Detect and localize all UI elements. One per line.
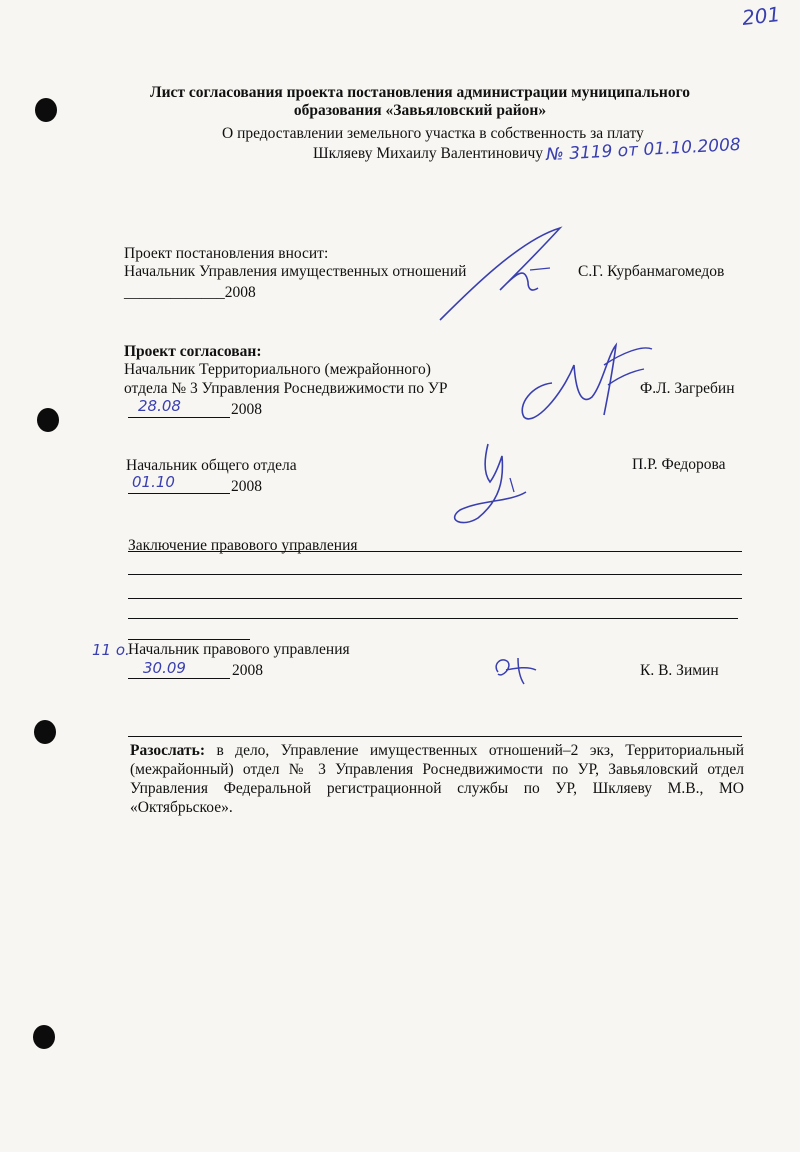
block3-signer: П.Р. Федорова (632, 456, 726, 473)
legal-signer: К. В. Зимин (640, 662, 719, 679)
legal-date-underline (128, 678, 230, 679)
block3-date-underline (128, 493, 230, 494)
block2-position-line-2: отдела № 3 Управления Роснедвижимости по УР (124, 380, 448, 397)
signature-fedorova (440, 440, 540, 530)
legal-position: Начальник правового управления (128, 641, 350, 658)
punch-hole (34, 720, 56, 744)
block2-signer: Ф.Л. Загребин (640, 380, 735, 397)
title-line-1: Лист согласования проекта постановления администрации муниципального (150, 84, 690, 101)
block1-signer: С.Г. Курбанмагомедов (578, 263, 725, 280)
document-title (100, 84, 740, 120)
legal-margin-note: 11 о. (92, 641, 130, 659)
legal-line-4 (128, 618, 738, 619)
signature-kurbanmagomedov (430, 220, 570, 330)
block2-year: 2008 (231, 401, 262, 418)
legal-handwritten-date: 30.09 (143, 659, 186, 677)
punch-hole (33, 1025, 55, 1049)
signature-zagrebin (512, 335, 662, 425)
title-line-2: образования «Завьяловский район» (293, 102, 547, 119)
block2-heading: Проект согласован: (124, 343, 262, 360)
signature-zimin (488, 650, 548, 690)
block1-date-line: _____________2008 (124, 284, 256, 301)
block3-position: Начальник общего отдела (126, 457, 297, 474)
block3-handwritten-date: 01.10 (132, 473, 175, 491)
block2-date-underline (128, 417, 230, 418)
distribution-text: в дело, Управление имущественных отношений–2 экз, Территориальный (межрайонный) отдел № 3 Управления Роснедвижимости по УР, Завьяловский отдел Управления Федеральной регистрационной службы по УР, Шкляеву М.В., МО «Октябрьское». (130, 742, 744, 816)
block1-intro: Проект постановления вносит: (124, 245, 329, 262)
handwritten-reference: № 3119 от 01.10.2008 (545, 134, 742, 166)
distribution-top-rule (128, 736, 742, 737)
legal-short-line (128, 639, 250, 640)
legal-line-1 (128, 551, 742, 552)
legal-heading: Заключение правового управления (128, 537, 358, 554)
subtitle-line-2: Шкляеву Михаилу Валентиновичу (313, 145, 544, 162)
legal-line-2 (128, 574, 742, 575)
distribution-block (130, 741, 744, 817)
block1-position: Начальник Управления имущественных отношений (124, 263, 467, 280)
block2-position-line-1: Начальник Территориального (межрайонного) (124, 361, 431, 378)
distribution-label: Разослать: (130, 742, 206, 759)
legal-year: 2008 (232, 662, 263, 679)
punch-hole (37, 408, 59, 432)
block2-handwritten-date: 28.08 (138, 397, 181, 415)
block3-year: 2008 (231, 478, 262, 495)
punch-hole (35, 98, 57, 122)
page-number: 201 (740, 2, 782, 30)
legal-line-3 (128, 598, 742, 599)
subtitle-line-1: О предоставлении земельного участка в собственность за плату (222, 125, 644, 142)
